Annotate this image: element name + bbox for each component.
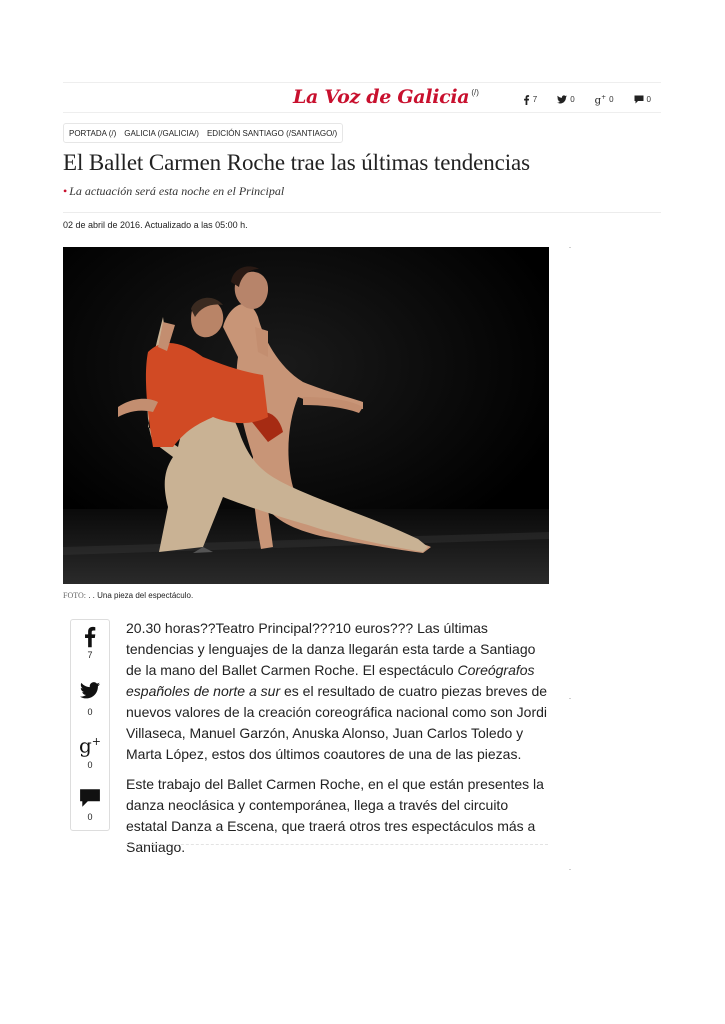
- site-logo: La Voz de Galicia: [293, 86, 470, 108]
- site-header: [63, 84, 661, 113]
- photo-caption: [63, 591, 193, 600]
- google-plus-icon: g+: [594, 94, 607, 107]
- paragraph-1-end: es el resultado de cuatro piezas breves de nuevos valores de la creación coreográfica nacional como son Jordi Villaseca, Manuel Garzón, Anuska Alonso, Juan Carlos Toledo y Marta López, estos dos últimos coautores de una de las piezas.: [126, 683, 548, 762]
- dancers-photo-image: [63, 247, 549, 584]
- article-subtitle-text: La actuación será esta noche en el Principal: [69, 184, 285, 198]
- article-subtitle: [63, 184, 284, 199]
- article-body: [126, 618, 550, 867]
- top-share-facebook-count: 7: [532, 95, 538, 105]
- comment-icon: [79, 788, 101, 808]
- subtitle-bullet: •: [63, 184, 68, 198]
- facebook-icon: [84, 626, 96, 648]
- margin-mark: [569, 698, 571, 699]
- breadcrumb-portada[interactable]: PORTADA (/): [69, 128, 117, 138]
- twitter-icon: [557, 95, 567, 104]
- top-share-comments-count: 0: [646, 95, 651, 105]
- top-share-google-plus-count: 0: [609, 95, 614, 105]
- side-share-google-plus[interactable]: [71, 730, 109, 770]
- breadcrumb-galicia[interactable]: GALICIA (/GALICIA/): [124, 128, 199, 138]
- side-share-twitter[interactable]: [71, 682, 109, 717]
- top-share-facebook[interactable]: [523, 93, 537, 106]
- margin-mark: [569, 869, 571, 870]
- article-title: El Ballet Carmen Roche trae las últimas tendencias: [63, 150, 530, 175]
- article-photo: [63, 247, 549, 584]
- google-plus-icon: g+: [78, 733, 102, 758]
- paragraph-1-start: 20.30 horas??Teatro Principal???10 euros??? Las últimas tendencias y lenguajes de la danza llegarán esta tarde a Santiago de la mano del Ballet Carmen Roche. El espectáculo: [126, 620, 536, 678]
- side-share-comments-count: 0: [87, 812, 93, 822]
- side-share-facebook-count: 7: [87, 650, 93, 660]
- site-logo-link[interactable]: [293, 86, 479, 108]
- side-share-google-plus-count: 0: [87, 759, 93, 770]
- top-share-twitter-count: 0: [570, 95, 575, 105]
- facebook-icon: [523, 95, 530, 105]
- margin-mark: [569, 247, 571, 248]
- breadcrumb-santiago[interactable]: EDICIÓN SANTIAGO (/SANTIAGO/): [206, 128, 338, 138]
- twitter-icon: [80, 682, 100, 699]
- caption-dots: . .: [88, 591, 95, 600]
- side-share-bar: [70, 619, 110, 831]
- comment-icon: [634, 95, 644, 104]
- top-share-google-plus[interactable]: [595, 93, 614, 106]
- side-share-comments[interactable]: [71, 788, 109, 822]
- show-title: Coreógrafos españoles de norte a sur: [126, 662, 535, 699]
- caption-text: Una pieza del espectáculo.: [97, 591, 194, 600]
- title-divider: [63, 212, 661, 213]
- top-share-comments[interactable]: [634, 93, 651, 106]
- top-divider: [63, 82, 661, 83]
- article-paragraph: Este trabajo del Ballet Carmen Roche, en el que están presentes la danza neoclásica y contemporánea, llega a través del circuito estatal Danza a Escena, que traerá otros tres espectáculos más a Santiago.: [126, 776, 544, 855]
- caption-prefix: FOTO:: [63, 591, 86, 600]
- breadcrumb: [63, 123, 343, 143]
- top-share-twitter[interactable]: [557, 93, 574, 106]
- side-share-facebook[interactable]: [71, 626, 109, 660]
- logo-link-label: (/): [471, 88, 479, 97]
- article-date: 02 de abril de 2016. Actualizado a las 05:00 h.: [63, 220, 248, 230]
- article-end-divider: [126, 844, 548, 845]
- article-paragraph: [126, 618, 550, 765]
- top-share-bar: [503, 93, 651, 106]
- side-share-twitter-count: 0: [87, 707, 93, 717]
